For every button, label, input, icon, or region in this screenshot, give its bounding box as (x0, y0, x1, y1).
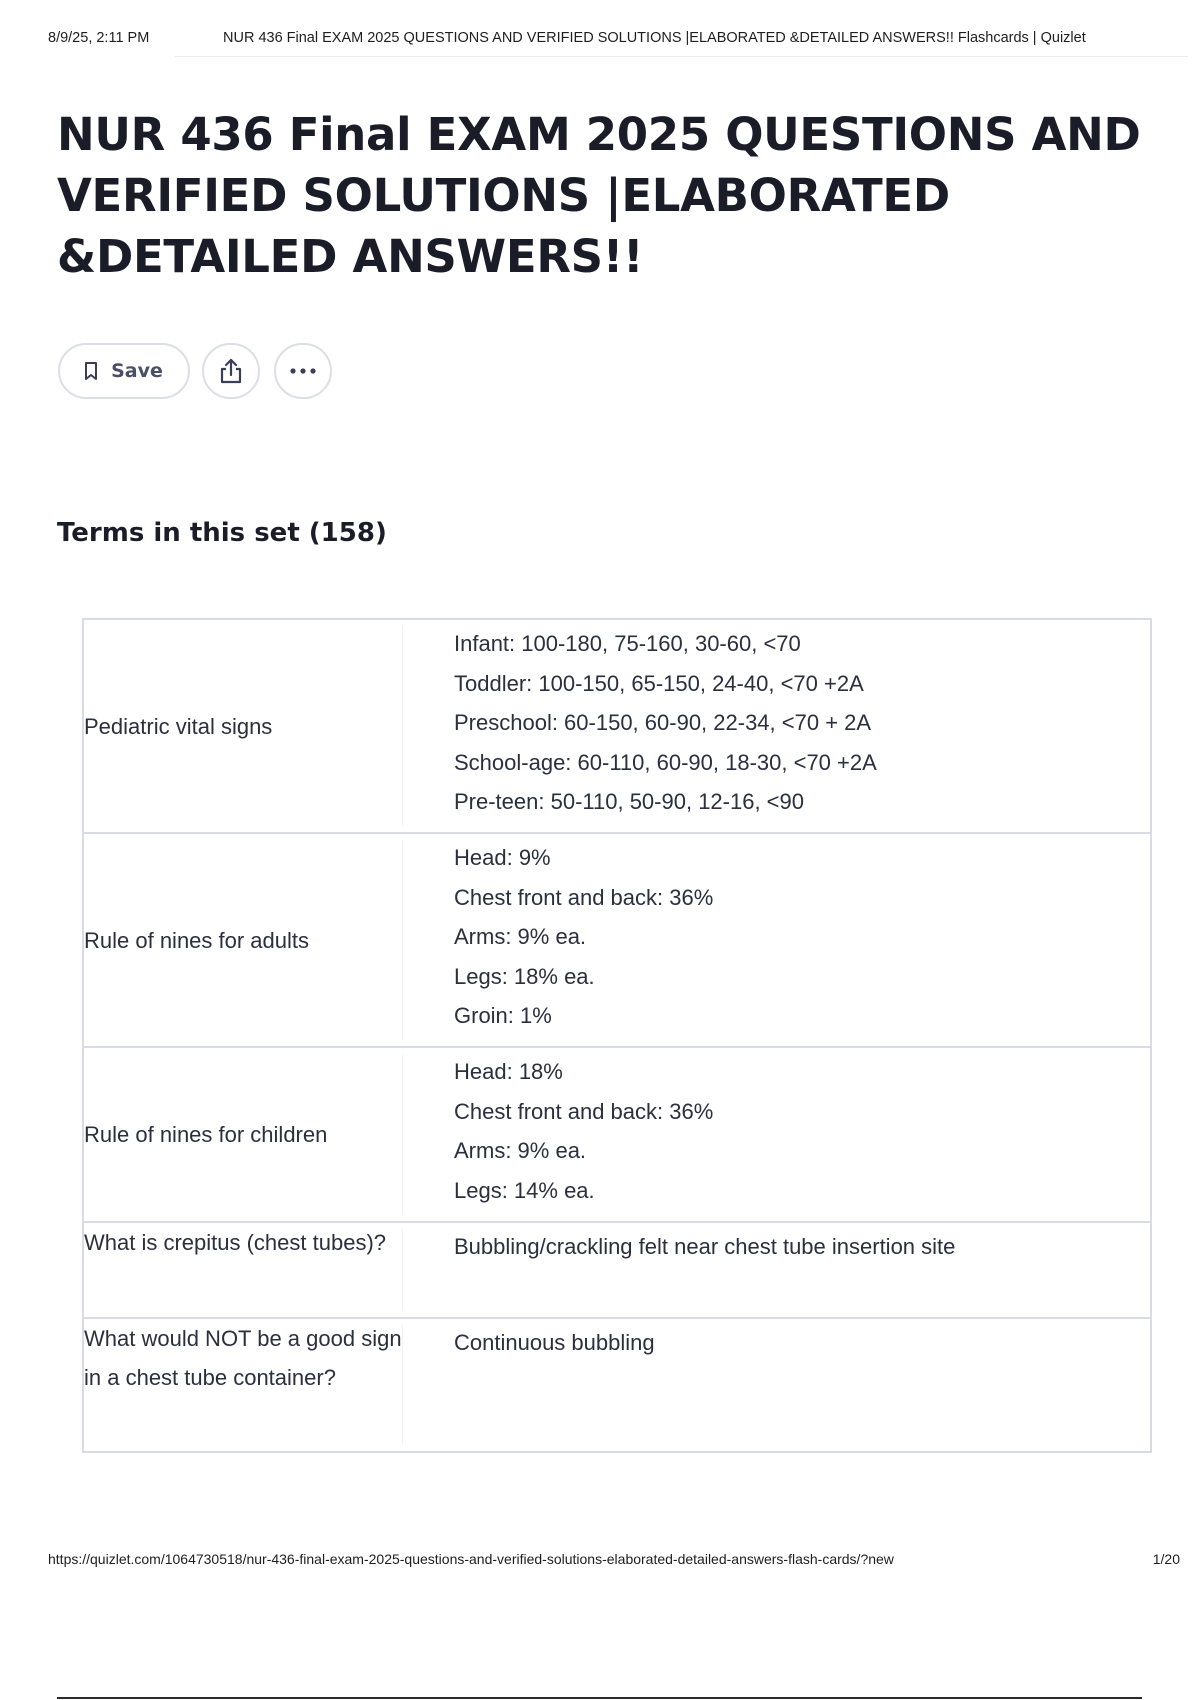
more-options-button[interactable] (274, 343, 332, 399)
term-definition (454, 834, 1150, 1046)
print-date: 8/9/25, 2:11 PM (48, 30, 150, 46)
term-definition (454, 1048, 1150, 1220)
term-row (82, 1046, 1152, 1223)
definition-line: Pre-teen: 50-110, 50-90, 12-16, <90 (454, 789, 805, 814)
term-word: Rule of nines for adults (84, 927, 310, 953)
definition-line: Legs: 18% ea. (454, 963, 595, 989)
term-definition (454, 1223, 1150, 1277)
definition-line: Head: 9% (454, 845, 551, 870)
definition-line: Legs: 14% ea. (454, 1177, 595, 1203)
save-button[interactable] (58, 343, 190, 399)
bookmark-icon (83, 361, 99, 381)
definition-line: Chest front and back: 36% (454, 1098, 714, 1124)
definition-line: Preschool: 60-150, 60-90, 22-34, <70 + 2A (454, 710, 872, 735)
share-button[interactable] (202, 343, 260, 399)
print-header (48, 30, 1180, 50)
print-document-title: NUR 436 Final EXAM 2025 QUESTIONS AND VERIFIED SOLUTIONS |ELABORATED &DETAILED ANSWERS!! Flashcards | Quizlet (223, 30, 1086, 46)
term-definition (454, 620, 1150, 832)
definition-line: Toddler: 100-150, 65-150, 24-40, <70 +2A (454, 670, 864, 696)
definition-line: Bubbling/crackling felt near chest tube insertion site (454, 1234, 956, 1259)
term-row (82, 618, 1152, 834)
definition-line: Infant: 100-180, 75-160, 30-60, <70 (454, 631, 801, 656)
term-word: What would NOT be a good sign in a chest tube container? (84, 1326, 402, 1390)
term-row (82, 832, 1152, 1048)
header-divider (175, 56, 1188, 57)
more-options-icon (289, 367, 317, 375)
page-url: https://quizlet.com/1064730518/nur-436-final-exam-2025-questions-and-verified-solutions-elaborated-detailed-answers-flash-cards/?new (48, 1551, 894, 1567)
term-row (82, 1317, 1152, 1453)
page-number: 1/20 (1152, 1551, 1180, 1567)
definition-line: Arms: 9% ea. (454, 924, 587, 949)
save-label: Save (111, 360, 163, 382)
definition-line: Groin: 1% (454, 1003, 552, 1028)
term-word: Rule of nines for children (84, 1122, 328, 1147)
definition-line: Arms: 9% ea. (454, 1138, 587, 1163)
terms-heading: Terms in this set (158) (57, 518, 387, 548)
term-row (82, 1221, 1152, 1319)
term-word: Pediatric vital signs (84, 713, 273, 739)
term-definition (454, 1319, 1150, 1373)
set-title: NUR 436 Final EXAM 2025 QUESTIONS AND VERIFIED SOLUTIONS |ELABORATED &DETAILED ANSWERS!! (57, 108, 1141, 283)
bottom-divider (57, 1697, 1142, 1699)
definition-line: School-age: 60-110, 60-90, 18-30, <70 +2A (454, 749, 877, 775)
print-footer (48, 1551, 1180, 1571)
share-icon (218, 357, 244, 385)
term-word: What is crepitus (chest tubes)? (84, 1230, 387, 1255)
definition-line: Continuous bubbling (454, 1330, 655, 1355)
definition-line: Chest front and back: 36% (454, 884, 714, 910)
definition-line: Head: 18% (454, 1059, 563, 1084)
terms-list (82, 620, 1152, 1453)
